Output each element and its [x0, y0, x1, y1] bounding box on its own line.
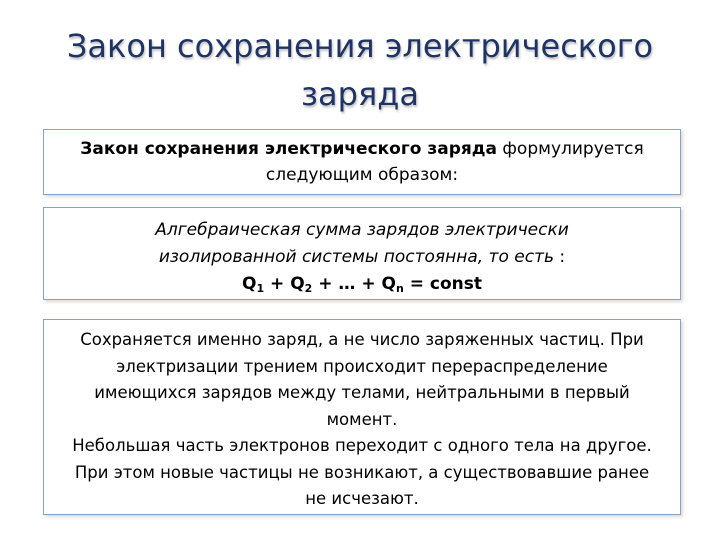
law-statement-line-1: Алгебраическая сумма зарядов электрически [155, 220, 569, 240]
slide-title [0, 22, 720, 118]
explanation-line: Сохраняется именно заряд, а не число заряженных частиц. При [80, 330, 644, 349]
definition-intro-box [43, 129, 681, 195]
formula-qn: Q [381, 274, 396, 294]
formula-plus-dots: + … + [312, 274, 382, 294]
law-intro-text: формулируется [496, 139, 644, 159]
formula-equals-const: = const [403, 274, 482, 294]
slide-title-line-1: Закон сохранения электрического [66, 27, 654, 65]
law-statement-line-2-text: изолированной системы постоянна, то есть [158, 247, 554, 267]
explanation-line: Небольшая часть электронов переходит с одного тела на другое. [72, 436, 652, 455]
formula-q1: Q [242, 274, 257, 294]
law-statement-box [43, 207, 681, 300]
explanation-line: имеющихся зарядов между телами, нейтральными в первый [94, 383, 630, 402]
explanation-line: электризации трением происходит перераспределение [116, 356, 608, 376]
charge-conservation-formula [44, 271, 680, 298]
explanation-line: При этом новые частицы не возникают, а существовавшие ранее [74, 462, 650, 482]
formula-q2: Q [290, 274, 305, 294]
formula-sub-2: 2 [304, 282, 313, 295]
explanation-box [43, 319, 681, 515]
law-name-bold: Закон сохранения электрического заряда [80, 139, 497, 159]
definition-intro-line-1 [44, 136, 680, 162]
explanation-line: не исчезают. [305, 489, 419, 508]
explanation-line: момент. [326, 409, 398, 429]
formula-sub-n: n [395, 282, 404, 295]
law-statement-colon: : [554, 247, 566, 267]
slide-title-line-2: заряда [301, 75, 419, 113]
formula-plus-1: + [264, 274, 291, 294]
definition-intro-line-2: следующим образом: [265, 165, 459, 185]
formula-sub-1: 1 [256, 282, 265, 295]
law-statement-line-2 [44, 244, 680, 271]
